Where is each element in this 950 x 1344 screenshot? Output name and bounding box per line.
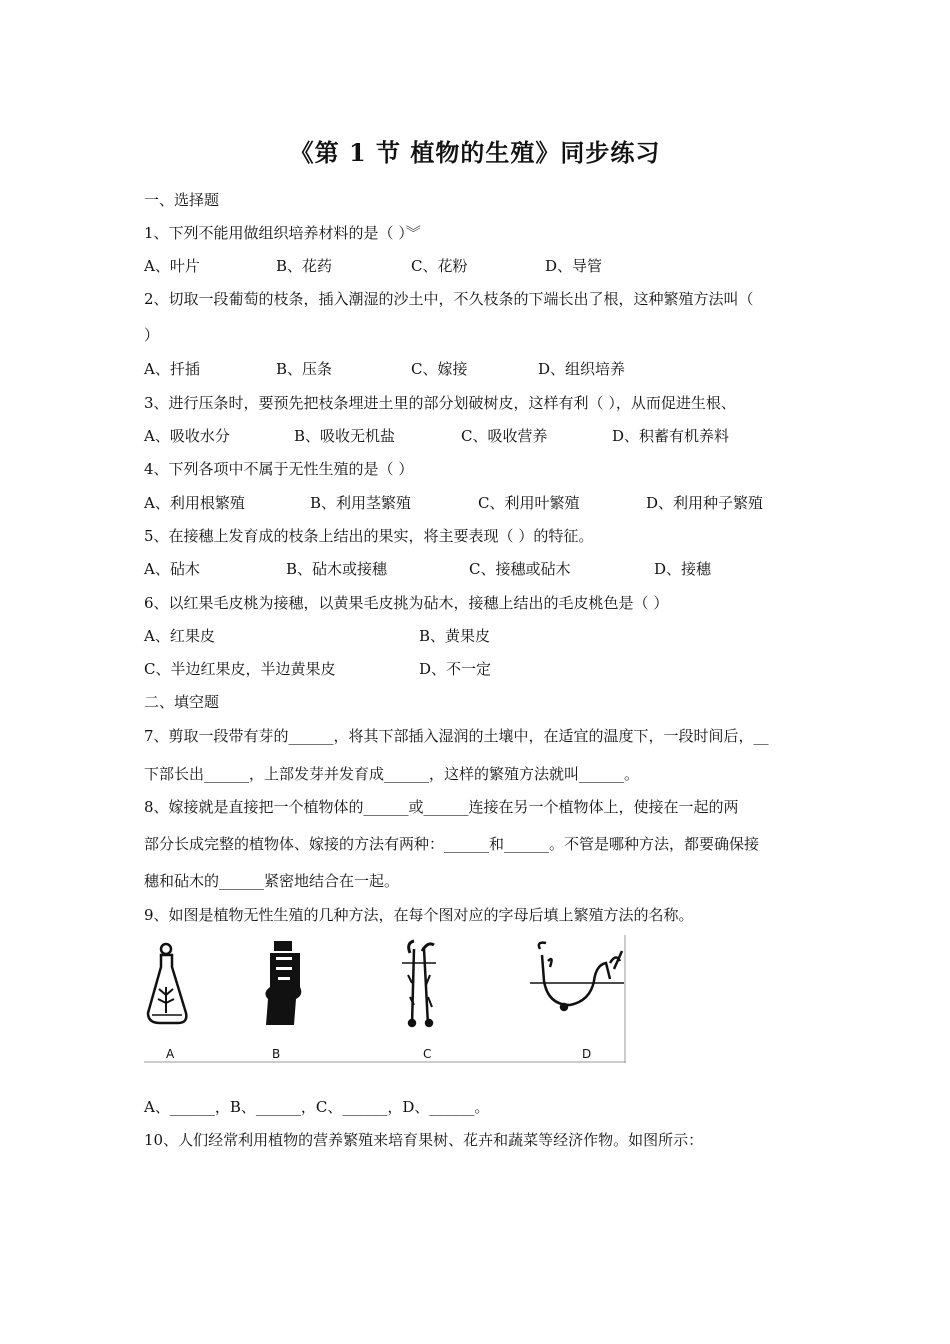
question-6-stem: 6、以红果毛皮桃为接穗，以黄果毛皮挑为砧木，接穗上结出的毛皮桃色是（ ）	[144, 594, 669, 612]
figure-label-d: D	[582, 1047, 592, 1061]
q4-option-d: D、利用种子繁殖	[646, 494, 764, 512]
question-2-stem: 2、切取一段葡萄的枝条，插入潮湿的沙土中，不久枝条的下端长出了根，这种繁殖方法叫（	[144, 290, 754, 308]
question-9-stem: 9、如图是植物无性生殖的几种方法，在每个图对应的字母后填上繁殖方法的名称。	[144, 906, 694, 924]
q5-option-b: B、砧木或接穗	[286, 560, 388, 578]
figure-label-b: B	[272, 1047, 281, 1061]
question-8-line-3: 穗和砧木的______紧密地结合在一起。	[144, 872, 400, 890]
question-8-line-1: 8、嫁接就是直接把一个植物体的______或______连接在另一个植物体上，使接在一起的两	[144, 798, 739, 816]
q4-option-b: B、利用茎繁殖	[310, 494, 412, 512]
q5-option-a: A、砧木	[144, 560, 200, 578]
tissue-culture-flask-icon	[148, 944, 186, 1023]
q6-option-a: A、红果皮	[144, 627, 215, 645]
question-5-stem: 5、在接穗上发育成的枝条上结出的果实，将主要表现（ ）的特征。	[144, 527, 594, 545]
q1-option-d: D、导管	[545, 257, 603, 275]
q3-option-b: B、吸收无机盐	[294, 427, 396, 445]
question-8-line-2: 部分长成完整的植物体、嫁接的方法有两种：______和______。不管是哪种方法，都要确保接	[144, 835, 760, 853]
q5-option-c: C、接穗或砧木	[469, 560, 571, 578]
q6-option-d: D、不一定	[419, 660, 492, 678]
q3-option-a: A、吸收水分	[144, 427, 230, 445]
q1-option-c: C、花粉	[411, 257, 468, 275]
q2-option-d: D、组织培养	[538, 360, 626, 378]
q3-option-d: D、积蓄有机养料	[612, 427, 730, 445]
q1-option-b: B、花药	[276, 257, 333, 275]
question-7-line-2: 下部长出______，上部发芽并发育成______，这样的繁殖方法就叫______。	[144, 765, 640, 783]
question-4-stem: 4、下列各项中不属于无性生殖的是（ ）	[144, 460, 414, 478]
layering-icon	[530, 943, 624, 1010]
figure-label-a: A	[166, 1047, 175, 1061]
q2-option-a: A、扦插	[144, 360, 200, 378]
question-10-stem: 10、人们经常利用植物的营养繁殖来培育果树、花卉和蔬菜等经济作物。如图所示：	[144, 1131, 704, 1149]
q4-option-a: A、利用根繁殖	[144, 494, 245, 512]
q3-option-c: C、吸收营养	[461, 427, 548, 445]
air-layering-icon	[265, 941, 301, 1025]
question-3-stem: 3、进行压条时，要预先把枝条埋进土里的部分划破树皮，这样有利（ ），从而促进生根、	[144, 394, 736, 412]
q2-option-c: C、嫁接	[411, 360, 468, 378]
question-1-stem: 1、下列不能用做组织培养材料的是（ ）︾	[144, 224, 421, 242]
q2-option-b: B、压条	[276, 360, 333, 378]
propagation-methods-figure	[144, 935, 626, 1063]
figure-label-c: C	[423, 1047, 432, 1061]
question-7-line-1: 7、剪取一段带有芽的______，将其下部插入湿润的土壤中，在适宜的温度下，一段时间后，__	[144, 727, 769, 745]
propagation-figure-drawing	[144, 935, 626, 1063]
q6-option-b: B、黄果皮	[419, 627, 491, 645]
q6-option-c: C、半边红果皮，半边黄果皮	[144, 660, 336, 678]
page-title: 《第 1 节 植物的生殖》同步练习	[289, 138, 661, 167]
q1-option-a: A、叶片	[144, 257, 200, 275]
q4-option-c: C、利用叶繁殖	[478, 494, 580, 512]
section-heading-fill: 二、填空题	[144, 693, 220, 711]
section-heading-choice: 一、选择题	[144, 191, 220, 209]
question-2-stem-cont: ）	[144, 326, 160, 344]
question-9-answer-line: A、______，B、______，C、______，D、______。	[144, 1098, 490, 1116]
grafting-icon	[402, 941, 436, 1026]
q5-option-d: D、接穗	[654, 560, 712, 578]
